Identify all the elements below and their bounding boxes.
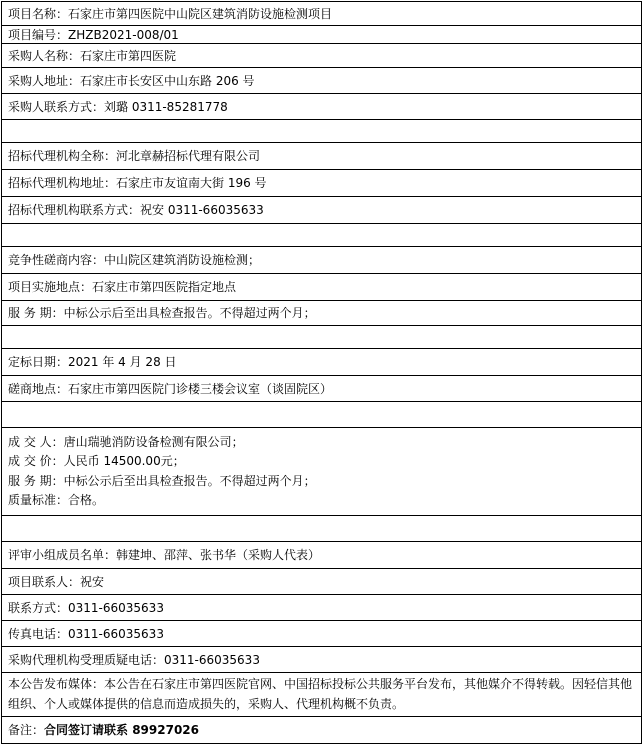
table-cell	[2, 301, 642, 326]
cell-text: 采购人名称：石家庄市第四医院	[8, 48, 177, 63]
table-cell	[2, 402, 642, 428]
cell-text: 服 务 期：中标公示后至出具检查报告。不得超过两个月；	[8, 473, 316, 488]
table-cell	[2, 44, 642, 68]
cell-text: 本公告发布媒体：本公告在石家庄市第四医院官网、中国招标投标公共服务平台发布，其他媒介不得转载。因轻信其他组织、个人或媒体提供的信息而造成损失的，采购人、代理机构概不负责。	[8, 677, 633, 711]
cell-text: 成 交 价：人民币 14500.00元；	[8, 454, 185, 468]
agency-address-row	[2, 170, 642, 197]
award-date-row	[2, 349, 642, 376]
cell-text: 联系方式：0311-66035633	[8, 600, 164, 615]
cell-text: 招标代理机构地址：石家庄市友谊南大街 196 号	[8, 176, 267, 190]
spacer-row	[2, 224, 642, 247]
table-cell	[2, 197, 642, 224]
project-number-row	[2, 26, 642, 44]
note-row	[2, 717, 642, 744]
table-cell	[2, 2, 642, 26]
table-cell	[2, 170, 642, 197]
spacer-row	[2, 120, 642, 143]
cell-text: 成 交 人：唐山瑞驰消防设备检测有限公司；	[8, 434, 244, 449]
project-contact-row	[2, 569, 642, 595]
cell-text: 采购人联系方式：刘璐 0311-85281778	[8, 99, 228, 114]
publication-media-row	[2, 673, 642, 717]
cell-text: 项目编号：ZHZB2021-008/01	[8, 27, 179, 42]
cell-text: 竞争性磋商内容：中山院区建筑消防设施检测；	[8, 253, 261, 267]
negotiation-content-row	[2, 247, 642, 274]
complaint-phone-row	[2, 647, 642, 673]
fax-row	[2, 621, 642, 647]
note-contact-text: 合同签订请联系 89927026	[44, 723, 199, 737]
table-cell	[2, 224, 642, 247]
table-cell	[2, 120, 642, 143]
cell-text: 评审小组成员名单：韩建坤、邵萍、张书华（采购人代表）	[8, 548, 321, 562]
cell-text: 质量标准：合格。	[8, 493, 105, 507]
cell-text: 传真电话：0311-66035633	[8, 626, 164, 641]
cell-text: 磋商地点：石家庄市第四医院门诊楼三楼会议室（谈固院区）	[8, 381, 333, 396]
table-cell	[2, 717, 642, 744]
table-cell	[2, 274, 642, 301]
table-cell	[2, 143, 642, 170]
project-name-row	[2, 2, 642, 26]
table-cell	[2, 247, 642, 274]
cell-text: 招标代理机构联系方式：祝安 0311-66035633	[8, 203, 264, 217]
purchaser-contact-row	[2, 94, 642, 120]
project-location-row	[2, 274, 642, 301]
table-cell	[2, 326, 642, 349]
table-cell	[2, 595, 642, 621]
negotiation-place-row	[2, 376, 642, 402]
table-cell	[2, 647, 642, 673]
table-cell	[2, 673, 642, 717]
agency-contact-row	[2, 197, 642, 224]
note-label: 备注：	[8, 723, 45, 737]
table-cell	[2, 621, 642, 647]
table-cell	[2, 68, 642, 94]
table-cell	[2, 94, 642, 120]
agency-name-row	[2, 143, 642, 170]
review-panel-row	[2, 542, 642, 569]
table-cell	[2, 542, 642, 569]
service-period-row	[2, 301, 642, 326]
cell-text: 招标代理机构全称：河北章赫招标代理有限公司	[8, 149, 261, 163]
spacer-row	[2, 402, 642, 428]
purchaser-address-row	[2, 68, 642, 94]
cell-text: 项目名称：石家庄市第四医院中山院区建筑消防设施检测项目	[8, 6, 333, 21]
spacer-row	[2, 516, 642, 542]
table-cell	[2, 428, 642, 516]
cell-text: 采购代理机构受理质疑电话：0311-66035633	[8, 652, 260, 667]
table-cell	[2, 26, 642, 44]
table-cell	[2, 516, 642, 542]
table-cell	[2, 569, 642, 595]
announcement-table	[1, 1, 642, 744]
cell-text: 采购人地址：石家庄市长安区中山东路 206 号	[8, 73, 255, 88]
announcement-body	[2, 2, 642, 744]
spacer-row	[2, 326, 642, 349]
award-result-row	[2, 428, 642, 516]
cell-text: 项目实施地点：石家庄市第四医院指定地点	[8, 280, 237, 294]
cell-text: 服 务 期：中标公示后至出具检查报告。不得超过两个月；	[8, 306, 316, 320]
purchaser-name-row	[2, 44, 642, 68]
table-cell	[2, 376, 642, 402]
contact-phone-row	[2, 595, 642, 621]
table-cell	[2, 349, 642, 376]
cell-text: 定标日期：2021 年 4 月 28 日	[8, 355, 177, 369]
cell-text: 项目联系人：祝安	[8, 574, 105, 589]
